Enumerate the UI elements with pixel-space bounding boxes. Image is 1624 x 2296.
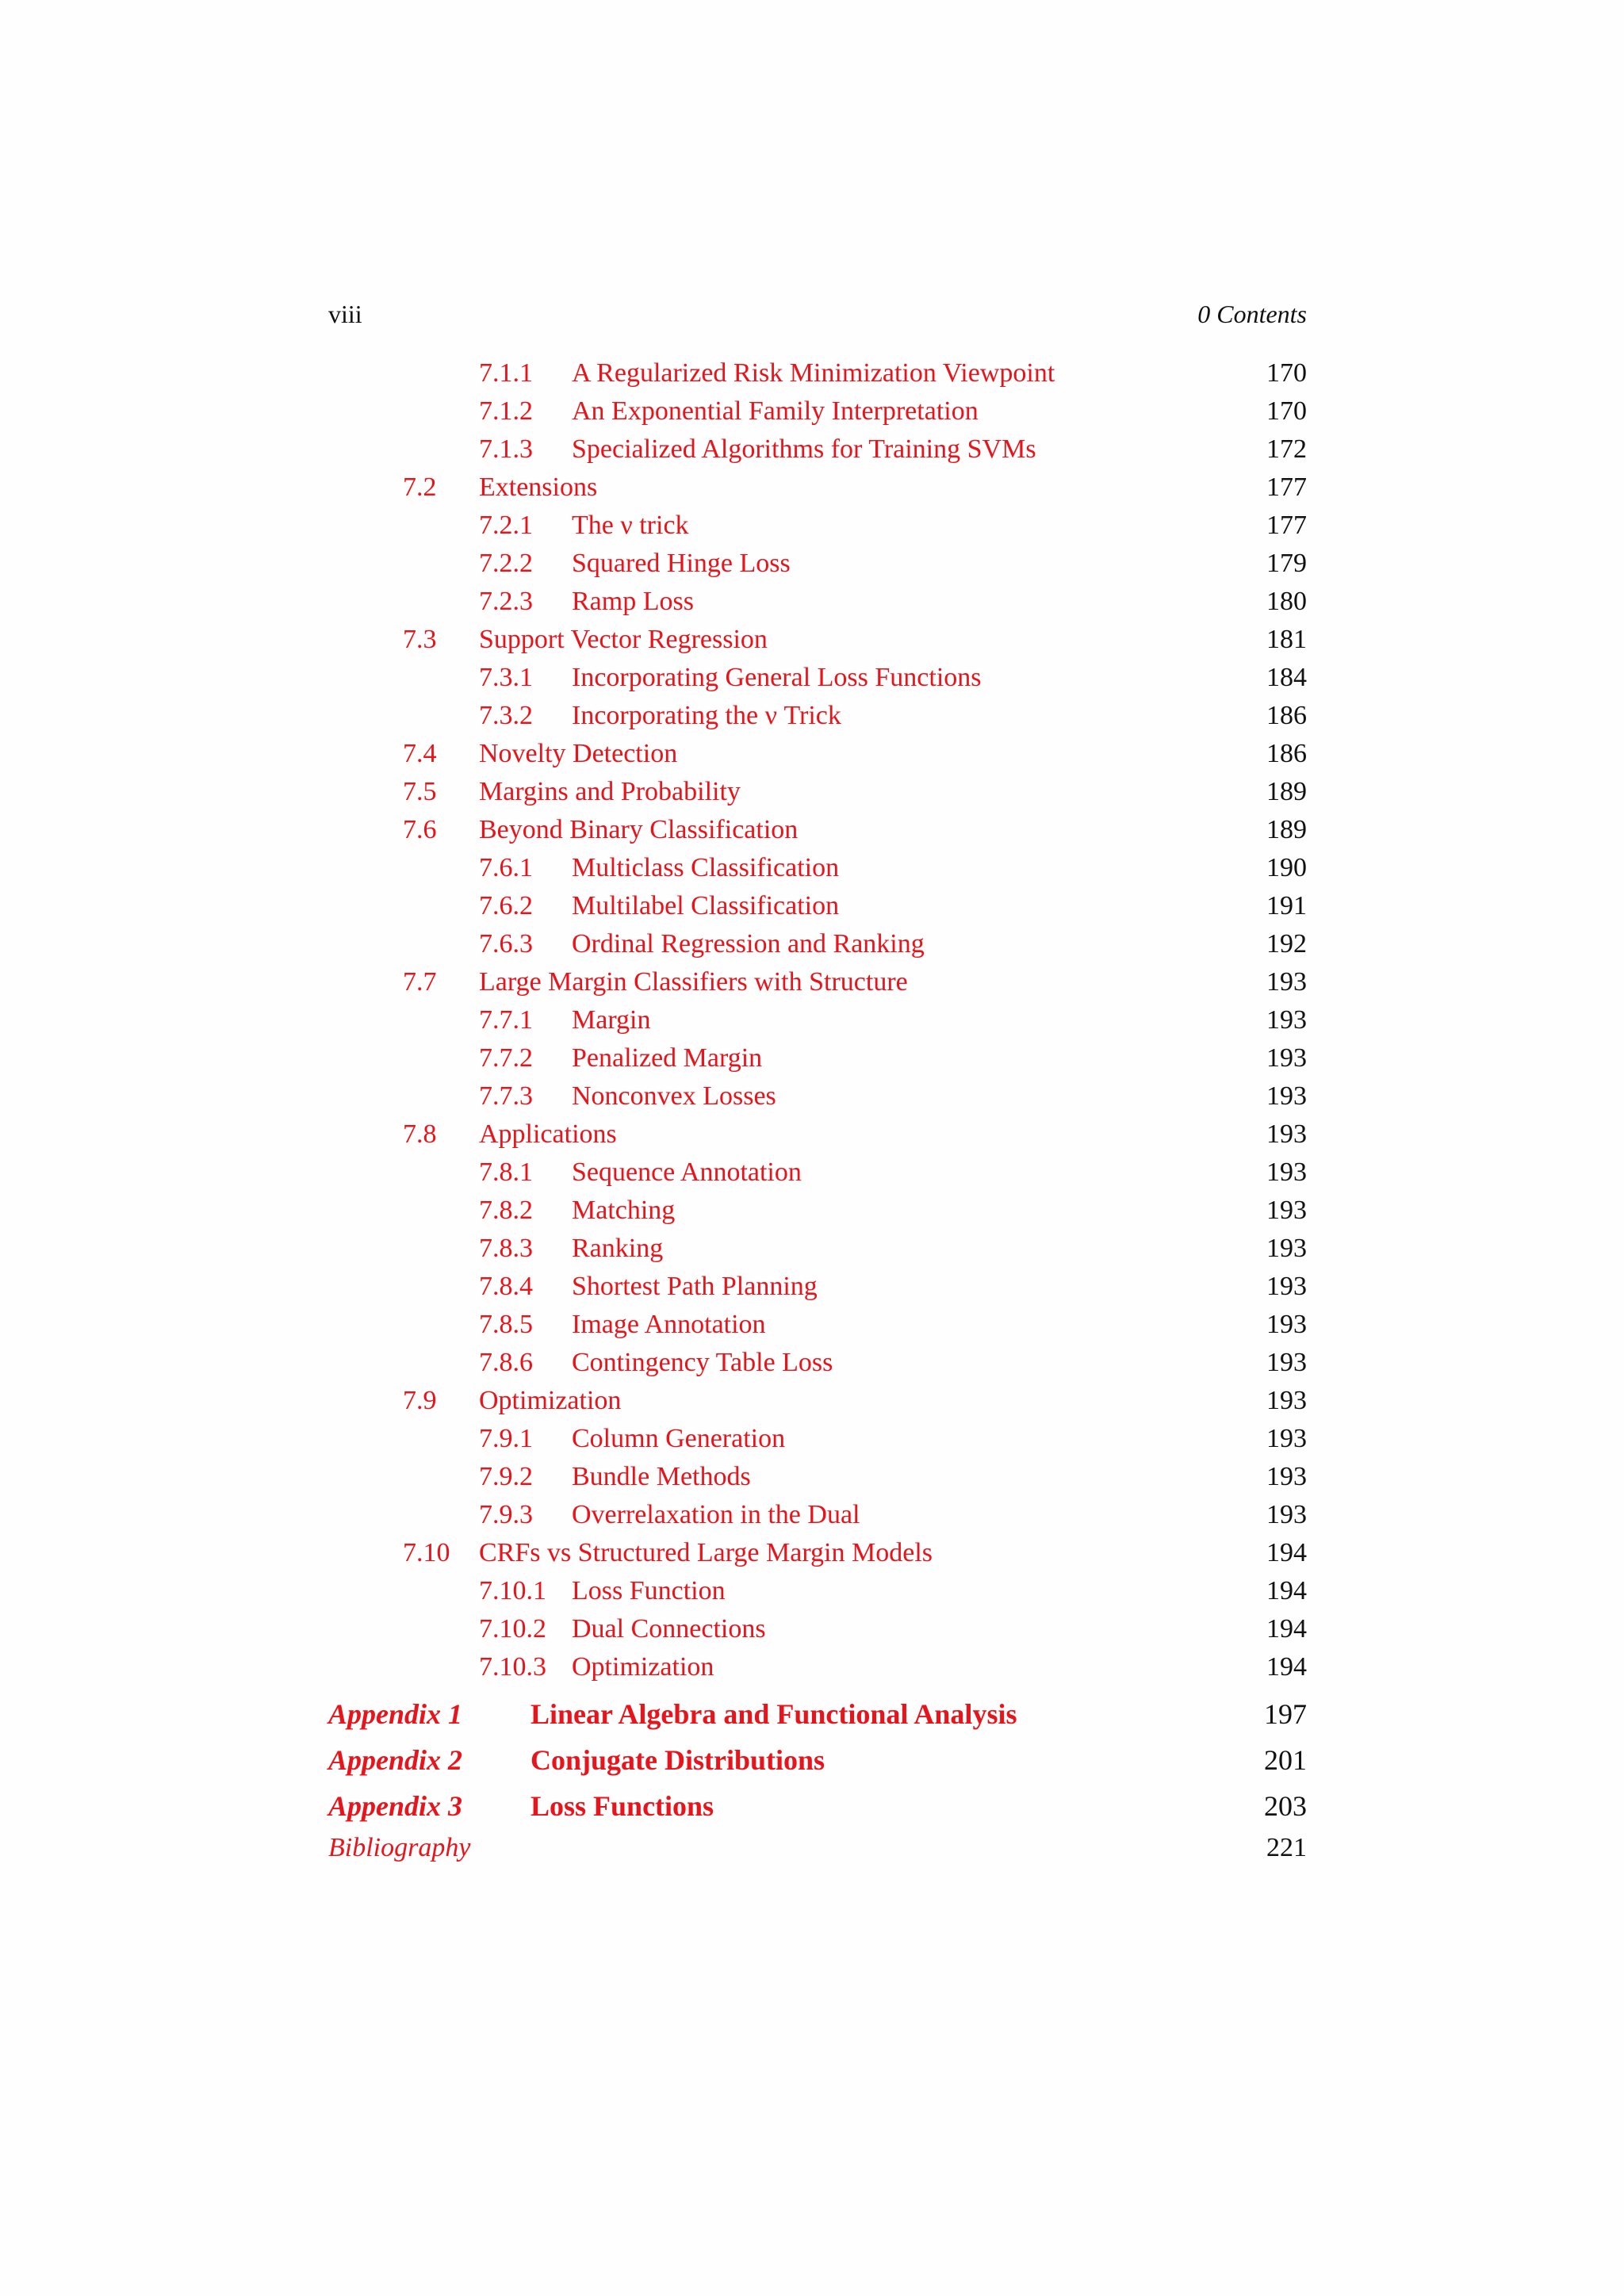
toc-entry-number[interactable]: 7.7.1: [479, 1005, 533, 1035]
toc-entry-title[interactable]: Incorporating the ν Trick: [572, 701, 841, 730]
toc-entry-title[interactable]: Beyond Binary Classification: [479, 815, 799, 844]
toc-entry-subsection[interactable]: [328, 1268, 1307, 1306]
toc-entry-page: 177: [1266, 511, 1307, 540]
toc-entry-title[interactable]: Sequence Annotation: [572, 1158, 802, 1187]
toc-entry-subsection[interactable]: [328, 1077, 1307, 1115]
toc-entry-number[interactable]: 7.9.2: [479, 1462, 533, 1491]
toc-entry-subsection[interactable]: [328, 583, 1307, 621]
running-title: 0 Contents: [1197, 300, 1307, 328]
toc-entry-title[interactable]: Image Annotation: [572, 1310, 766, 1339]
toc-entry-number[interactable]: 7.1.1: [479, 358, 533, 388]
toc-entry-subsection[interactable]: [328, 659, 1307, 697]
toc-entry-subsection[interactable]: [328, 354, 1307, 392]
toc-entry-page: 193: [1266, 967, 1307, 997]
toc-entry-title[interactable]: Nonconvex Losses: [572, 1081, 776, 1111]
toc-entry-title[interactable]: Penalized Margin: [572, 1043, 763, 1073]
toc-entry-page: 203: [1264, 1790, 1307, 1822]
toc-entry-subsection[interactable]: [328, 507, 1307, 545]
toc-entry-number[interactable]: 7.5: [403, 777, 437, 806]
toc-entry-title[interactable]: Linear Algebra and Functional Analysis: [530, 1698, 1017, 1730]
toc-entry-subsection[interactable]: [328, 545, 1307, 583]
toc-entry-title[interactable]: Ramp Loss: [572, 587, 694, 616]
toc-entry-page: 186: [1266, 739, 1307, 768]
toc-entry-number[interactable]: 7.9: [403, 1386, 437, 1415]
toc-entry-subsection[interactable]: [328, 1154, 1307, 1192]
toc-entry-number[interactable]: 7.10: [403, 1538, 450, 1567]
toc-entry-number[interactable]: 7.7.3: [479, 1081, 533, 1111]
toc-entry-title[interactable]: Specialized Algorithms for Training SVMs: [572, 434, 1036, 464]
toc-entry-title[interactable]: Column Generation: [572, 1424, 786, 1453]
toc-entry-page: 193: [1266, 1424, 1307, 1453]
toc-entry-number[interactable]: 7.2: [403, 473, 437, 502]
toc-entry-number[interactable]: 7.8.2: [479, 1196, 533, 1225]
toc-entry-number[interactable]: 7.10.1: [479, 1576, 546, 1605]
toc-entry-title[interactable]: Optimization: [479, 1386, 622, 1415]
toc-entry-page: 190: [1266, 853, 1307, 882]
toc-entry-page: 193: [1266, 1005, 1307, 1035]
toc-entry-number[interactable]: 7.10.3: [479, 1652, 546, 1682]
toc-entry-page: 191: [1266, 891, 1307, 920]
toc-entry-number[interactable]: 7.8.1: [479, 1158, 533, 1187]
toc-entry-number[interactable]: 7.2.3: [479, 587, 533, 616]
toc-entry-page: 179: [1266, 549, 1307, 578]
toc-entry-appendix[interactable]: [328, 1737, 1307, 1783]
toc-entry-section[interactable]: [328, 1115, 1307, 1154]
toc-entry-title[interactable]: Novelty Detection: [479, 739, 678, 768]
toc-entry-number[interactable]: 7.10.2: [479, 1614, 546, 1644]
toc-entry-title[interactable]: Support Vector Regression: [479, 625, 768, 654]
toc-entry-section[interactable]: [328, 1534, 1307, 1572]
toc-entry-number[interactable]: 7.9.3: [479, 1500, 533, 1529]
toc-entry-page: 193: [1266, 1348, 1307, 1377]
toc-entry-subsection[interactable]: [328, 1610, 1307, 1648]
toc-entry-subsection[interactable]: [328, 1458, 1307, 1496]
toc-entry-title[interactable]: CRFs vs Structured Large Margin Models: [479, 1538, 933, 1567]
toc-entry-number[interactable]: 7.3.2: [479, 701, 533, 730]
toc-entry-page: 193: [1266, 1500, 1307, 1529]
table-of-contents: [328, 354, 1307, 1867]
toc-entry-page: 170: [1266, 358, 1307, 388]
toc-entry-number[interactable]: 7.6: [403, 815, 437, 844]
toc-entry-page: 186: [1266, 701, 1307, 730]
toc-entry-number[interactable]: 7.6.3: [479, 929, 533, 959]
toc-entry-subsection[interactable]: [328, 1648, 1307, 1686]
toc-entry-subsection[interactable]: [328, 887, 1307, 925]
page-number: viii: [328, 300, 362, 328]
toc-entry-subsection[interactable]: [328, 1496, 1307, 1534]
toc-entry-title[interactable]: Large Margin Classifiers with Structure: [479, 967, 908, 997]
toc-entry-title[interactable]: Extensions: [479, 473, 598, 502]
toc-entry-page: 181: [1266, 625, 1307, 654]
toc-entry-title[interactable]: Margin: [572, 1005, 651, 1035]
toc-entry-title[interactable]: Dual Connections: [572, 1614, 766, 1644]
toc-entry-section[interactable]: [328, 963, 1307, 1001]
toc-entry-title[interactable]: Loss Functions: [530, 1790, 714, 1822]
toc-entry-page: 193: [1266, 1272, 1307, 1301]
toc-entry-subsection[interactable]: [328, 697, 1307, 735]
toc-entry-title[interactable]: A Regularized Risk Minimization Viewpoint: [572, 358, 1055, 388]
toc-entry-page: 194: [1266, 1538, 1307, 1567]
toc-entry-section[interactable]: [328, 469, 1307, 507]
toc-entry-number[interactable]: 7.7: [403, 967, 437, 997]
toc-entry-appendix[interactable]: [328, 1691, 1307, 1737]
toc-entry-subsection[interactable]: [328, 1306, 1307, 1344]
toc-entry-subsection[interactable]: [328, 1039, 1307, 1077]
toc-entry-title[interactable]: Bundle Methods: [572, 1462, 751, 1491]
toc-entry-title[interactable]: Loss Function: [572, 1576, 726, 1605]
toc-entry-page: 194: [1266, 1652, 1307, 1682]
toc-entry-title[interactable]: Squared Hinge Loss: [572, 549, 791, 578]
toc-entry-number[interactable]: Appendix 1: [328, 1698, 463, 1730]
toc-entry-number[interactable]: 7.3.1: [479, 663, 533, 692]
toc-entry-subsection[interactable]: [328, 925, 1307, 963]
toc-entry-number[interactable]: 7.8.6: [479, 1348, 533, 1377]
toc-entry-biblio[interactable]: [328, 1829, 1307, 1867]
toc-entry-page: 193: [1266, 1119, 1307, 1149]
toc-entry-number[interactable]: 7.8.4: [479, 1272, 533, 1301]
toc-entry-page: 193: [1266, 1081, 1307, 1111]
toc-entry-title[interactable]: Multilabel Classification: [572, 891, 840, 920]
toc-entry-title[interactable]: Shortest Path Planning: [572, 1272, 818, 1301]
toc-entry-section[interactable]: [328, 811, 1307, 849]
toc-entry-number[interactable]: 7.8.5: [479, 1310, 533, 1339]
toc-entry-page: 192: [1266, 929, 1307, 959]
toc-entry-title[interactable]: Optimization: [572, 1652, 714, 1682]
toc-entry-page: 193: [1266, 1462, 1307, 1491]
toc-entry-page: 194: [1266, 1576, 1307, 1605]
toc-entry-page: 201: [1264, 1744, 1307, 1776]
toc-entry-page: 193: [1266, 1310, 1307, 1339]
toc-entry-title[interactable]: Incorporating General Loss Functions: [572, 663, 982, 692]
toc-entry-page: 177: [1266, 473, 1307, 502]
toc-entry-page: 197: [1264, 1698, 1307, 1730]
toc-entry-title[interactable]: Applications: [479, 1119, 617, 1149]
toc-entry-number[interactable]: 7.8: [403, 1119, 437, 1149]
toc-entry-page: 170: [1266, 396, 1307, 426]
toc-entry-title[interactable]: Bibliography: [328, 1833, 471, 1862]
toc-entry-title[interactable]: Conjugate Distributions: [530, 1744, 825, 1776]
toc-entry-page: 193: [1266, 1234, 1307, 1263]
toc-entry-subsection[interactable]: [328, 430, 1307, 469]
toc-entry-number[interactable]: 7.4: [403, 739, 437, 768]
toc-entry-section[interactable]: [328, 1382, 1307, 1420]
toc-entry-page: 189: [1266, 777, 1307, 806]
toc-entry-title[interactable]: Contingency Table Loss: [572, 1348, 833, 1377]
toc-entry-number[interactable]: 7.1.2: [479, 396, 533, 426]
toc-entry-page: 193: [1266, 1158, 1307, 1187]
toc-entry-page: 193: [1266, 1386, 1307, 1415]
toc-entry-number[interactable]: 7.3: [403, 625, 437, 654]
toc-entry-title[interactable]: Multiclass Classification: [572, 853, 840, 882]
toc-entry-section[interactable]: [328, 773, 1307, 811]
toc-entry-title[interactable]: Ranking: [572, 1234, 664, 1263]
toc-entry-page: 189: [1266, 815, 1307, 844]
toc-entry-section[interactable]: [328, 621, 1307, 659]
toc-entry-number[interactable]: 7.2.1: [479, 511, 533, 540]
toc-entry-subsection[interactable]: [328, 1344, 1307, 1382]
toc-entry-title[interactable]: An Exponential Family Interpretation: [572, 396, 979, 426]
toc-entry-subsection[interactable]: [328, 1572, 1307, 1610]
toc-entry-page: 194: [1266, 1614, 1307, 1644]
toc-entry-title[interactable]: Margins and Probability: [479, 777, 741, 806]
toc-entry-number[interactable]: 7.1.3: [479, 434, 533, 464]
toc-entry-title[interactable]: Ordinal Regression and Ranking: [572, 929, 925, 959]
toc-entry-number[interactable]: 7.7.2: [479, 1043, 533, 1073]
toc-entry-page: 193: [1266, 1043, 1307, 1073]
toc-entry-title[interactable]: Overrelaxation in the Dual: [572, 1500, 860, 1529]
toc-entry-section[interactable]: [328, 735, 1307, 773]
toc-entry-number[interactable]: 7.2.2: [479, 549, 533, 578]
toc-entry-subsection[interactable]: [328, 392, 1307, 430]
toc-entry-subsection[interactable]: [328, 1420, 1307, 1458]
toc-entry-number[interactable]: 7.6.2: [479, 891, 533, 920]
toc-entry-page: 221: [1266, 1833, 1307, 1862]
toc-entry-page: 172: [1266, 434, 1307, 464]
toc-entry-number[interactable]: 7.9.1: [479, 1424, 533, 1453]
toc-entry-subsection[interactable]: [328, 1230, 1307, 1268]
toc-entry-subsection[interactable]: [328, 1192, 1307, 1230]
toc-entry-appendix[interactable]: [328, 1783, 1307, 1829]
toc-entry-page: 193: [1266, 1196, 1307, 1225]
toc-entry-number[interactable]: Appendix 3: [328, 1790, 463, 1822]
toc-entry-subsection[interactable]: [328, 849, 1307, 887]
toc-entry-number[interactable]: Appendix 2: [328, 1744, 463, 1776]
toc-entry-page: 184: [1266, 663, 1307, 692]
toc-entry-number[interactable]: 7.6.1: [479, 853, 533, 882]
toc-entry-subsection[interactable]: [328, 1001, 1307, 1039]
toc-entry-page: 180: [1266, 587, 1307, 616]
toc-entry-title[interactable]: Matching: [572, 1196, 676, 1225]
toc-entry-title[interactable]: The ν trick: [572, 511, 689, 540]
toc-entry-number[interactable]: 7.8.3: [479, 1234, 533, 1263]
